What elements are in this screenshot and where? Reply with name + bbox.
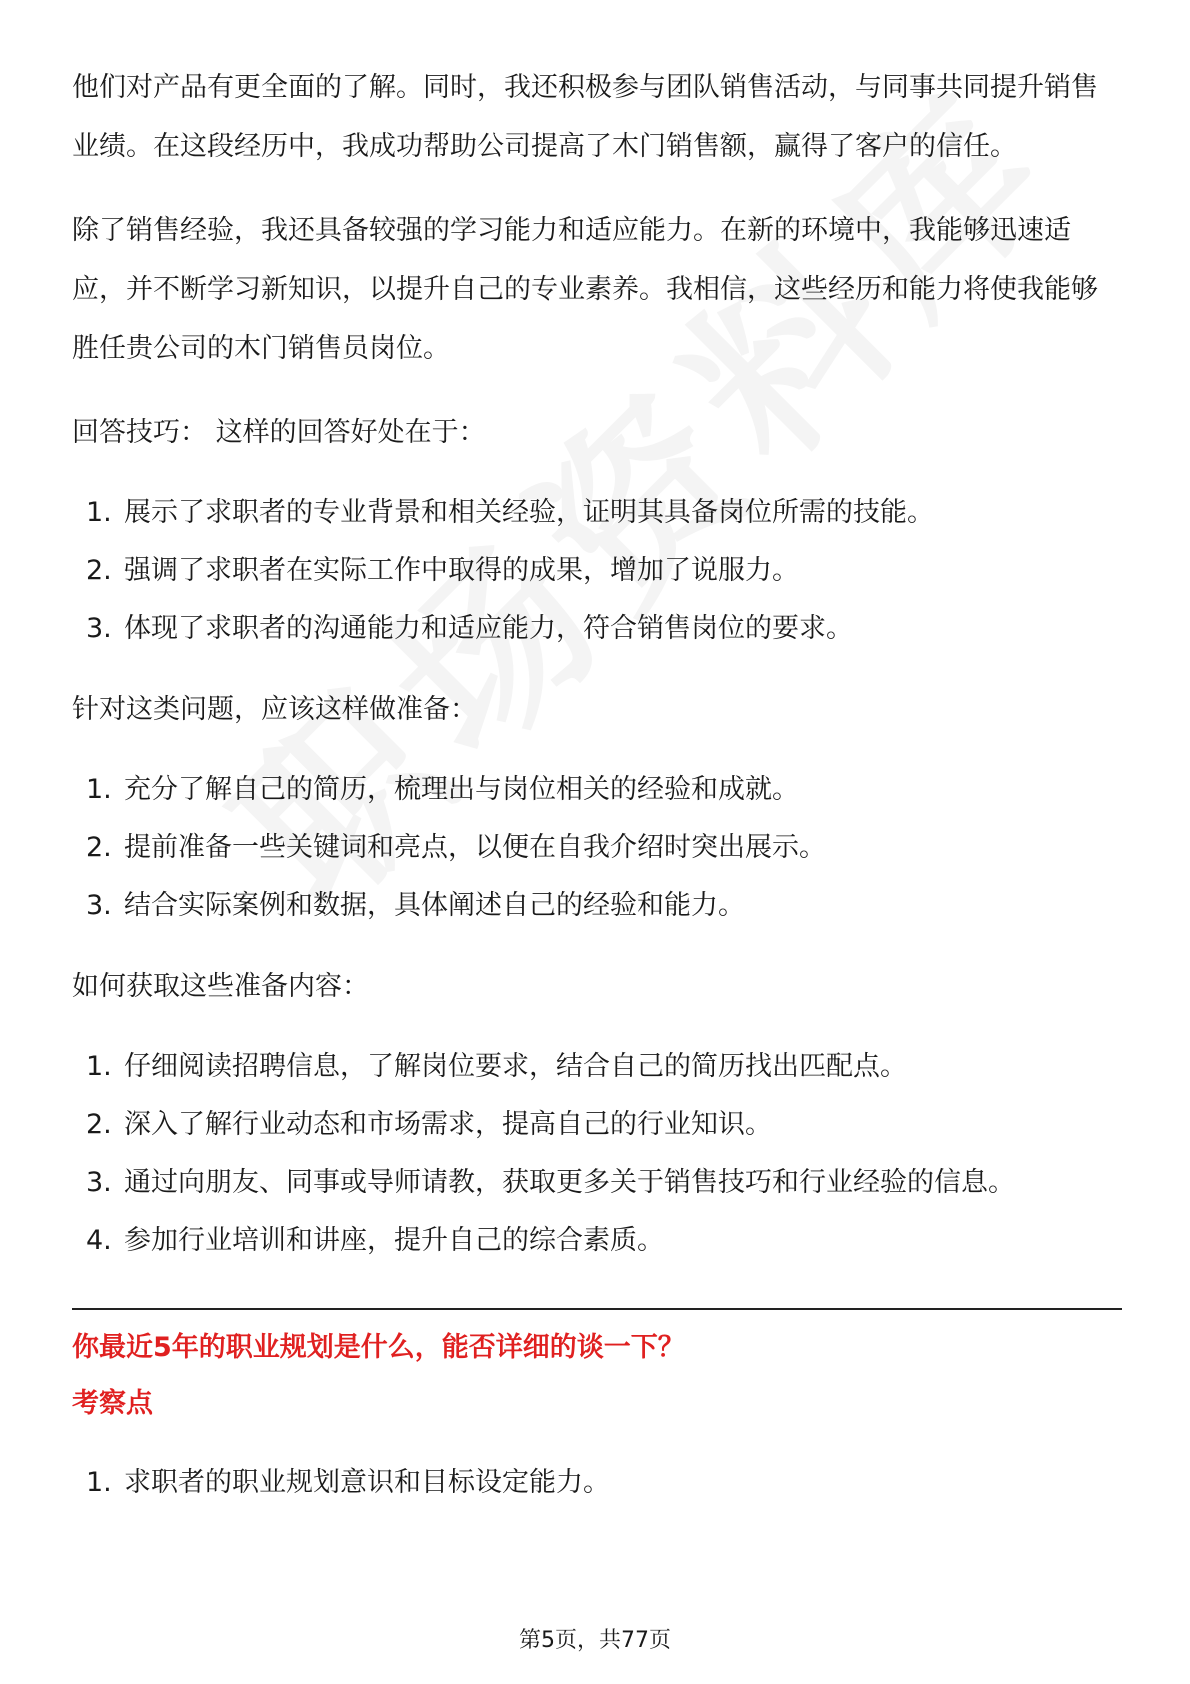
list-number: 2. — [86, 555, 112, 586]
list-item — [72, 484, 1122, 542]
list-number: 3. — [86, 1167, 112, 1198]
obtain-list — [72, 1038, 1122, 1270]
list-text: 展示了求职者的专业背景和相关经验，证明其具备岗位所需的技能。 — [124, 497, 934, 528]
question-subhead: 考察点 — [72, 1388, 153, 1419]
list-number: 1. — [86, 1051, 112, 1082]
list-item — [72, 761, 1122, 819]
question-points-list — [72, 1454, 1122, 1512]
obtain-label: 如何获取这些准备内容： — [72, 971, 369, 1002]
paragraph: 他们对产品有更全面的了解。同时，我还积极参与团队销售活动，与同事共同提升销售业绩。在这段经历中，我成功帮助公司提高了木门销售额，赢得了客户的信任。 — [72, 72, 1098, 162]
list-text: 充分了解自己的简历，梳理出与岗位相关的经验和成就。 — [124, 774, 799, 805]
section-divider — [72, 1308, 1122, 1310]
list-number: 2. — [86, 832, 112, 863]
list-item — [72, 819, 1122, 877]
list-text: 强调了求职者在实际工作中取得的成果，增加了说服力。 — [124, 555, 799, 586]
list-text: 体现了求职者的沟通能力和适应能力，符合销售岗位的要求。 — [124, 613, 853, 644]
page-content — [72, 58, 1122, 1534]
list-text: 仔细阅读招聘信息，了解岗位要求，结合自己的简历找出匹配点。 — [124, 1051, 907, 1082]
prepare-list — [72, 761, 1122, 935]
list-item — [72, 542, 1122, 600]
list-number: 1. — [86, 497, 112, 528]
list-item — [72, 877, 1122, 935]
list-item — [72, 1038, 1122, 1096]
list-number: 2. — [86, 1109, 112, 1140]
list-number: 3. — [86, 890, 112, 921]
list-text: 深入了解行业动态和市场需求，提高自己的行业知识。 — [124, 1109, 772, 1140]
list-item — [72, 1154, 1122, 1212]
paragraph: 除了销售经验，我还具备较强的学习能力和适应能力。在新的环境中，我能够迅速适应，并不断学习新知识，以提升自己的专业素养。我相信，这些经历和能力将使我能够胜任贵公司的木门销售员岗位。 — [72, 215, 1098, 364]
tips-label: 回答技巧： 这样的回答好处在于： — [72, 417, 486, 448]
list-number: 1. — [86, 1467, 112, 1498]
list-item — [72, 1454, 1122, 1512]
list-number: 3. — [86, 613, 112, 644]
question-title: 你最近5年的职业规划是什么，能否详细的谈一下？ — [72, 1332, 685, 1363]
list-text: 提前准备一些关键词和亮点，以便在自我介绍时突出展示。 — [124, 832, 826, 863]
list-item — [72, 600, 1122, 658]
list-item — [72, 1096, 1122, 1154]
tips-list — [72, 484, 1122, 658]
list-text: 通过向朋友、同事或导师请教，获取更多关于销售技巧和行业经验的信息。 — [124, 1167, 1015, 1198]
list-number: 4. — [86, 1225, 112, 1256]
list-text: 结合实际案例和数据，具体阐述自己的经验和能力。 — [124, 890, 745, 921]
list-text: 求职者的职业规划意识和目标设定能力。 — [124, 1467, 610, 1498]
list-item — [72, 1212, 1122, 1270]
prepare-label: 针对这类问题，应该这样做准备： — [72, 694, 477, 725]
page-footer: 第5页，共77页 — [519, 1628, 671, 1653]
list-text: 参加行业培训和讲座，提升自己的综合素质。 — [124, 1225, 664, 1256]
list-number: 1. — [86, 774, 112, 805]
